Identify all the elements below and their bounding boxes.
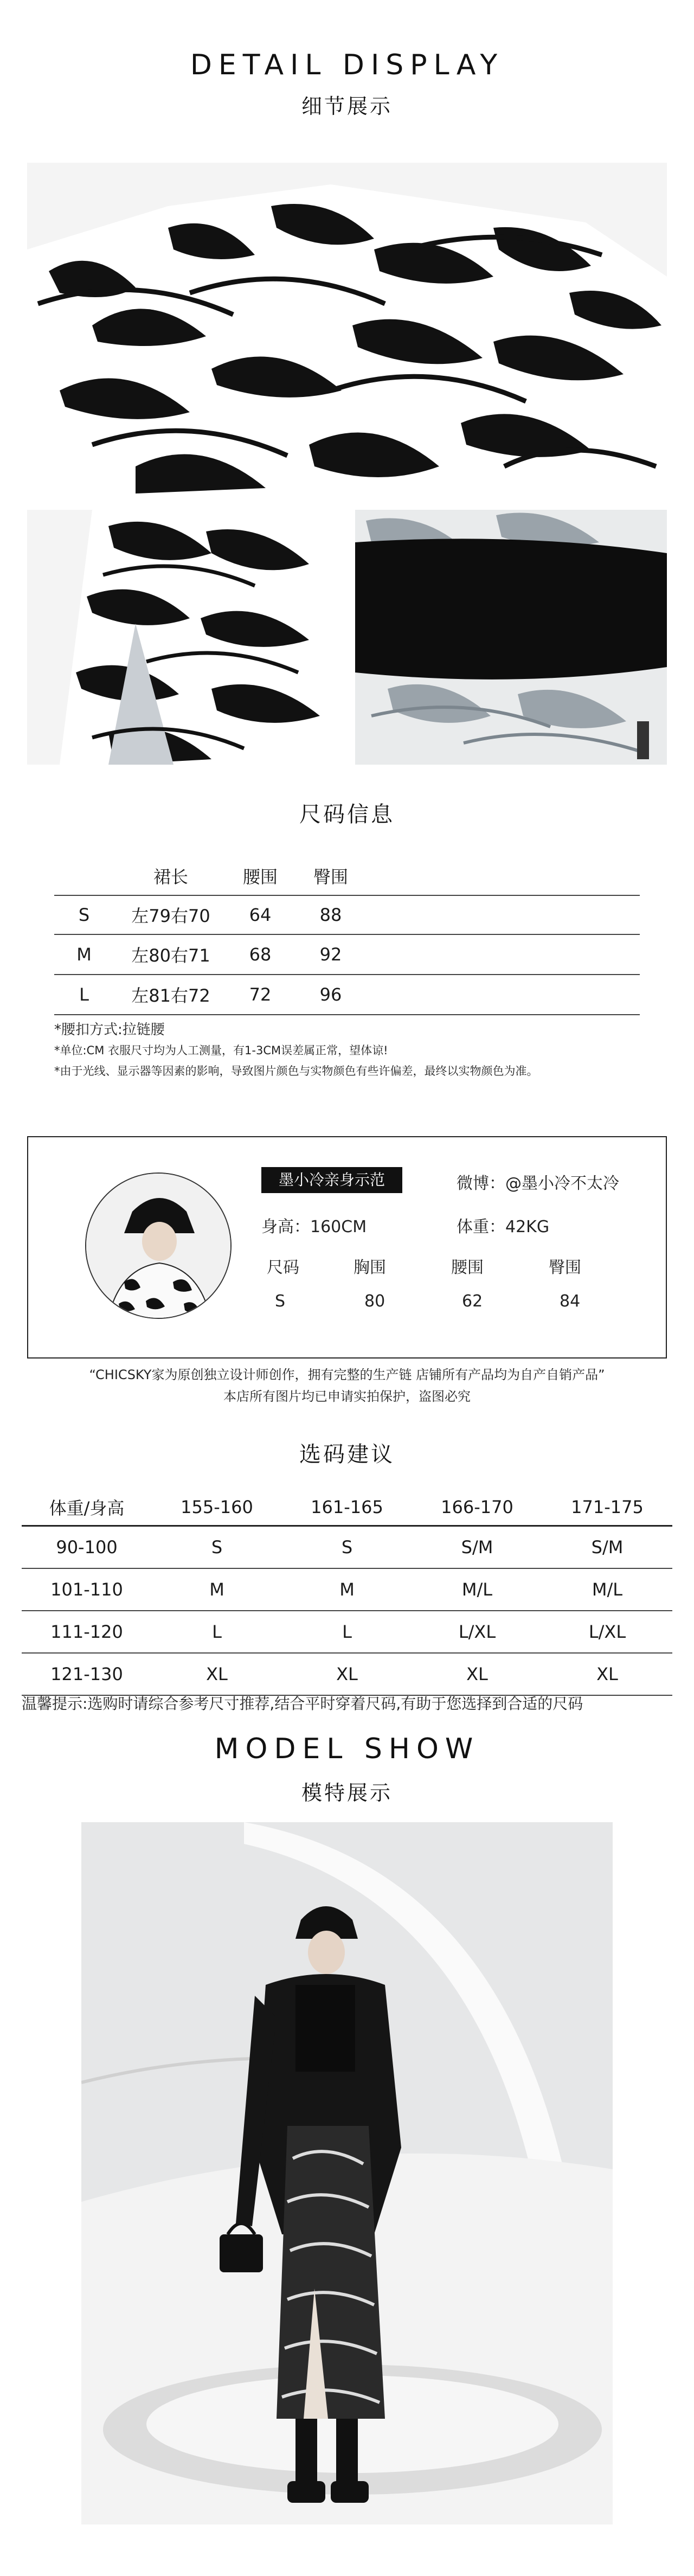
model-weibo: 微博：@墨小冷不太冷 (457, 1174, 619, 1193)
model-demo-label: 墨小冷亲身示范 (261, 1167, 402, 1193)
model-value-size: S (275, 1292, 286, 1311)
table-row (54, 975, 640, 1015)
rec-cell: M (209, 1579, 224, 1600)
model-header-waist: 腰围 (451, 1258, 484, 1277)
detail-title-cn: 细节展示 (301, 94, 393, 118)
rec-cell: M/L (461, 1579, 493, 1600)
rec-cell: M/L (592, 1579, 623, 1600)
size-hip: 92 (319, 944, 342, 965)
fabric-detail-photo-large (27, 163, 667, 494)
copyright-line-1: “CHICSKY家为原创独立设计师创作，拥有完整的生产链 店铺所有产品均为自产自销产品” (89, 1367, 605, 1382)
rec-cell: M (339, 1579, 355, 1600)
recommend-table (22, 1489, 672, 1696)
rec-cell: 90-100 (56, 1537, 118, 1558)
model-value-bust: 80 (364, 1292, 385, 1311)
rec-cell: XL (596, 1664, 618, 1684)
model-show-title-cn: 模特展示 (301, 1781, 393, 1805)
model-info-card (27, 1136, 667, 1359)
rec-cell: XL (466, 1664, 488, 1684)
model-header-hip: 臀围 (549, 1258, 581, 1277)
size-waist: 72 (249, 984, 272, 1005)
fabric-detail-photo-slit (27, 510, 339, 765)
table-row (22, 1654, 672, 1696)
rec-header-cell: 体重/身高 (49, 1497, 125, 1518)
rec-cell: S (211, 1537, 223, 1558)
rec-cell: XL (336, 1664, 358, 1684)
rec-header-cell: 171-175 (571, 1496, 644, 1517)
size-table-header (54, 857, 640, 895)
size-length: 左81右72 (131, 985, 210, 1006)
size-length: 左80右71 (131, 945, 210, 966)
rec-cell: 121-130 (50, 1664, 123, 1684)
model-weight: 体重：42KG (457, 1217, 550, 1236)
rec-cell: S/M (461, 1537, 493, 1558)
rec-cell: 111-120 (50, 1622, 123, 1642)
rec-cell: L/XL (588, 1622, 626, 1642)
size-header-waist: 腰围 (242, 867, 278, 887)
model-show-photo (81, 1822, 613, 2524)
rec-cell: L (212, 1622, 222, 1642)
note-unit: *单位:CM 衣服尺寸均为人工测量，有1-3CM误差属正常，望体谅! (54, 1044, 388, 1057)
rec-cell: S (341, 1537, 353, 1558)
rec-cell: L (342, 1622, 352, 1642)
rec-cell: L/XL (458, 1622, 496, 1642)
size-label: M (76, 944, 92, 965)
model-avatar (85, 1172, 232, 1319)
model-header-size: 尺码 (267, 1258, 299, 1277)
size-hip: 96 (319, 984, 342, 1005)
rec-header-cell: 161-165 (311, 1496, 383, 1517)
model-height: 身高：160CM (261, 1217, 367, 1236)
size-label: S (78, 905, 90, 925)
rec-cell: 101-110 (50, 1579, 123, 1600)
note-color: *由于光线、显示器等因素的影响，导致图片颜色与实物颜色有些许偏差，最终以实物颜色为准。 (54, 1065, 538, 1078)
size-info-title: 尺码信息 (299, 802, 395, 827)
size-header-hip: 臀围 (313, 867, 348, 887)
rec-header-cell: 155-160 (181, 1496, 253, 1517)
model-show-title-en: MODEL SHOW (214, 1733, 480, 1765)
size-notes (54, 1020, 651, 1081)
size-label: L (79, 984, 89, 1005)
size-hip: 88 (319, 905, 342, 925)
size-waist: 64 (249, 905, 272, 925)
detail-title-en: DETAIL DISPLAY (190, 49, 504, 81)
recommend-header (22, 1489, 672, 1527)
model-value-hip: 84 (560, 1292, 581, 1311)
size-table (54, 857, 640, 1015)
size-header-length: 裙长 (153, 867, 188, 887)
rec-header-cell: 166-170 (441, 1496, 513, 1517)
copyright-line-2: 本店所有图片均已申请实拍保护，盗图必究 (223, 1389, 471, 1404)
table-row (22, 1569, 672, 1611)
model-header-bust: 胸围 (354, 1258, 386, 1277)
fabric-lining-photo (355, 510, 667, 765)
model-value-waist: 62 (462, 1292, 483, 1311)
table-row (22, 1611, 672, 1654)
size-waist: 68 (249, 944, 272, 965)
table-row (54, 935, 640, 975)
recommend-title: 选码建议 (299, 1442, 395, 1467)
rec-cell: XL (206, 1664, 228, 1684)
table-row (54, 895, 640, 935)
table-row (22, 1527, 672, 1569)
note-closure: *腰扣方式:拉链腰 (54, 1022, 165, 1038)
size-length: 左79右70 (131, 906, 210, 926)
size-tip: 温馨提示:选购时请综合参考尺寸推荐,结合平时穿着尺码,有助于您选择到合适的尺码 (22, 1695, 583, 1713)
rec-cell: S/M (591, 1537, 624, 1558)
